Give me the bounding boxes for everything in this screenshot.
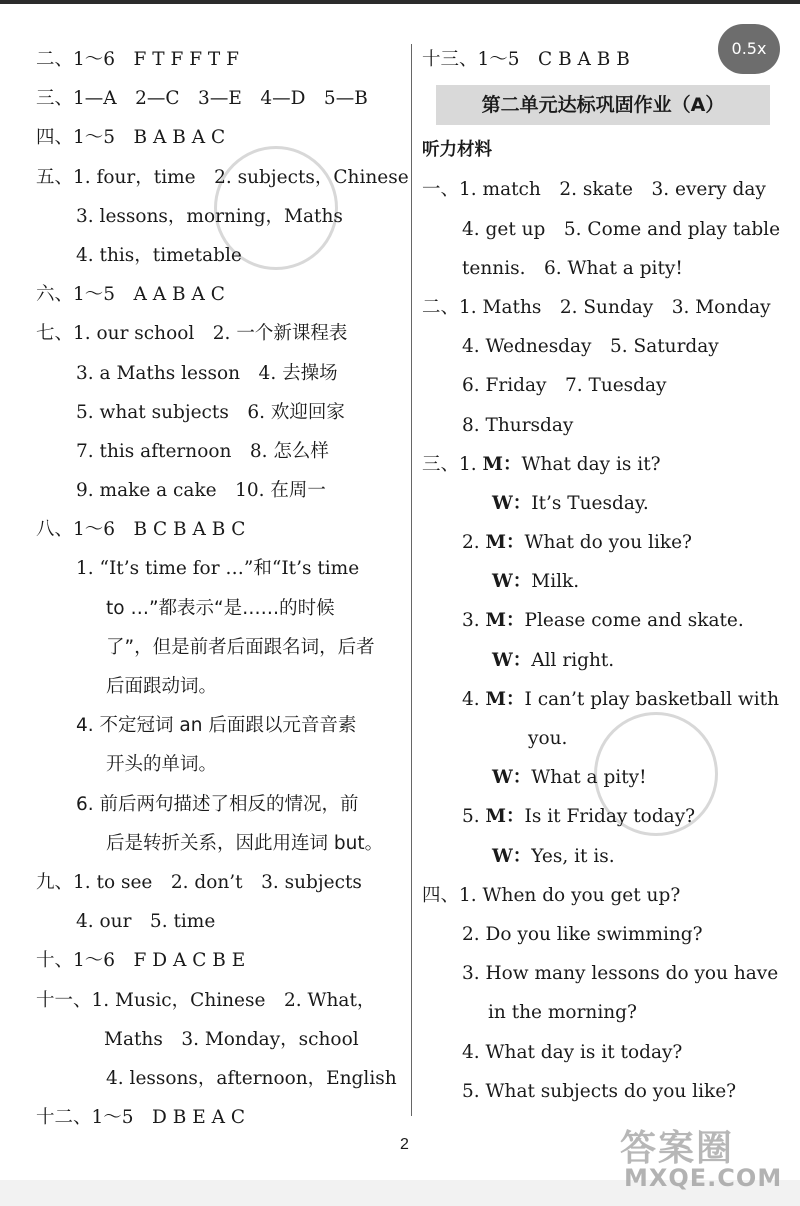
item-number: 4. bbox=[462, 688, 480, 710]
column-divider bbox=[411, 44, 412, 1116]
dialogue-text: Please come and skate. bbox=[524, 610, 744, 632]
explanation-line: 6. 前后两句描述了相反的情况，前 bbox=[76, 793, 359, 815]
dialogue-text: All right. bbox=[531, 649, 615, 671]
dialogue-text: What day is it? bbox=[521, 453, 661, 475]
answer-line: 二、1～6 F T F F T F bbox=[36, 49, 239, 70]
speaker-m: M： bbox=[485, 806, 525, 828]
explanation-line: 开头的单词。 bbox=[106, 754, 218, 776]
speaker-m: M： bbox=[482, 453, 522, 475]
dialogue-text: What a pity! bbox=[531, 767, 647, 789]
answer-text: 5. what subjects 6. bbox=[76, 401, 266, 423]
answer-line: 九、1. to see 2. don’t 3. subjects bbox=[36, 871, 362, 893]
right-column bbox=[422, 40, 792, 1111]
dialogue-line bbox=[422, 797, 792, 836]
answer-line: 4. our 5. time bbox=[76, 911, 216, 933]
dialogue-line bbox=[422, 484, 792, 523]
answer-line bbox=[36, 432, 406, 471]
answer-line bbox=[36, 354, 406, 393]
answer-line bbox=[36, 314, 406, 353]
dialogue-line: you. bbox=[528, 728, 568, 749]
answer-line bbox=[36, 393, 406, 432]
explanation-line: to …”都表示“是……的时候 bbox=[106, 597, 335, 619]
dialogue-line bbox=[422, 641, 792, 680]
dialogue-line bbox=[422, 562, 792, 601]
watermark-site: MXQE.COM bbox=[624, 1164, 783, 1192]
answer-text-zh: 在周一 bbox=[270, 480, 326, 502]
explanation-line: 后面跟动词。 bbox=[106, 676, 218, 697]
answer-line: 6. Friday 7. Tuesday bbox=[462, 375, 667, 397]
speaker-w: W： bbox=[492, 767, 532, 789]
answer-line: 8. Thursday bbox=[462, 414, 574, 436]
dialogue-text: Is it Friday today? bbox=[524, 806, 696, 828]
answer-line: 一、1. match 2. skate 3. every day bbox=[422, 179, 766, 201]
dialogue-line bbox=[422, 837, 792, 876]
explanation-line: 4. 不定冠词 an 后面跟以元音音素 bbox=[76, 715, 357, 737]
answer-line: 八、1～6 B C B A B C bbox=[36, 519, 246, 541]
answer-line: 六、1～5 A A B A C bbox=[36, 284, 225, 306]
page-number: 2 bbox=[400, 1136, 409, 1153]
watermark-logo: 答案圈 bbox=[620, 1128, 735, 1169]
dialogue-text: Milk. bbox=[531, 571, 580, 593]
answer-line: 四、1. When do you get up? bbox=[422, 884, 681, 906]
zoom-badge[interactable]: 0.5x bbox=[718, 24, 780, 74]
answer-line: in the morning? bbox=[488, 1002, 637, 1024]
item-number: 2. bbox=[462, 532, 480, 554]
answer-text-zh: 怎么样 bbox=[273, 440, 329, 462]
speaker-m: M： bbox=[485, 610, 525, 632]
section-heading: 第二单元达标巩固作业（A） bbox=[436, 85, 770, 125]
speaker-w: W： bbox=[492, 492, 532, 514]
answer-line: 4. this，timetable bbox=[76, 244, 242, 266]
explanation-line: 后是转折关系，因此用连词 but。 bbox=[106, 832, 384, 854]
answer-line: 3. How many lessons do you have bbox=[462, 963, 779, 985]
answer-line: 3. lessons，morning，Maths bbox=[76, 205, 343, 227]
dialogue-text: What do you like? bbox=[524, 532, 692, 554]
answer-line: 4. lessons，afternoon，English bbox=[106, 1067, 397, 1089]
speaker-w: W： bbox=[492, 571, 532, 593]
answer-line: 4. What day is it today? bbox=[462, 1041, 683, 1063]
answer-line: 4. get up 5. Come and play table bbox=[462, 218, 781, 240]
speaker-w: W： bbox=[492, 649, 532, 671]
speaker-m: M： bbox=[485, 532, 525, 554]
dialogue-line bbox=[422, 523, 792, 562]
answer-line: 十三、1～5 C B A B B bbox=[422, 49, 630, 70]
answer-line: 三、1—A 2—C 3—E 4—D 5—B bbox=[36, 88, 368, 110]
speaker-m: M： bbox=[485, 688, 525, 710]
dialogue-text: Yes, it is. bbox=[531, 845, 615, 867]
speaker-w: W： bbox=[492, 845, 532, 867]
dialogue-text: I can’t play basketball with bbox=[524, 688, 779, 710]
answer-line: 十二、1～5 D B E A C bbox=[36, 1107, 246, 1129]
item-number: 三、1. bbox=[422, 453, 477, 475]
dialogue-line bbox=[422, 445, 792, 484]
answer-text-zh: 一个新课程表 bbox=[236, 323, 348, 345]
dialogue-line bbox=[422, 758, 792, 797]
answer-line: 十、1～6 F D A C B E bbox=[36, 950, 246, 972]
answer-line: 5. What subjects do you like? bbox=[462, 1080, 737, 1102]
answer-line: 五、1. four，time 2. subjects，Chinese bbox=[36, 166, 409, 188]
answer-line: 2. Do you like swimming? bbox=[462, 923, 703, 945]
answer-text-zh: 去操场 bbox=[282, 362, 338, 384]
left-column bbox=[36, 40, 409, 1137]
listening-material-title: 听力材料 bbox=[422, 140, 492, 161]
dialogue-text: It’s Tuesday. bbox=[531, 492, 649, 514]
answer-text-zh: 欢迎回家 bbox=[270, 401, 345, 423]
answer-text: 3. a Maths lesson 4. bbox=[76, 362, 277, 384]
answer-line: tennis. 6. What a pity! bbox=[462, 257, 683, 279]
answer-line: 二、1. Maths 2. Sunday 3. Monday bbox=[422, 296, 771, 318]
explanation-line: 1. “It’s time for …”和“It’s time bbox=[76, 558, 360, 580]
answer-line bbox=[36, 471, 406, 510]
dialogue-line bbox=[422, 680, 792, 719]
answer-line: 4. Wednesday 5. Saturday bbox=[462, 336, 719, 358]
answer-text: 七、1. our school 2. bbox=[36, 323, 231, 345]
explanation-line: 了”，但是前者后面跟名词，后者 bbox=[106, 636, 375, 658]
answer-text: 9. make a cake 10. bbox=[76, 480, 265, 502]
top-rule bbox=[0, 0, 800, 4]
answer-line: Maths 3. Monday，school bbox=[104, 1028, 359, 1050]
answer-line: 十一、1. Music，Chinese 2. What， bbox=[36, 989, 376, 1011]
answer-line: 四、1～5 B A B A C bbox=[36, 127, 226, 149]
item-number: 3. bbox=[462, 610, 480, 632]
dialogue-line bbox=[422, 601, 792, 640]
item-number: 5. bbox=[462, 806, 480, 828]
answer-text: 7. this afternoon 8. bbox=[76, 440, 268, 462]
